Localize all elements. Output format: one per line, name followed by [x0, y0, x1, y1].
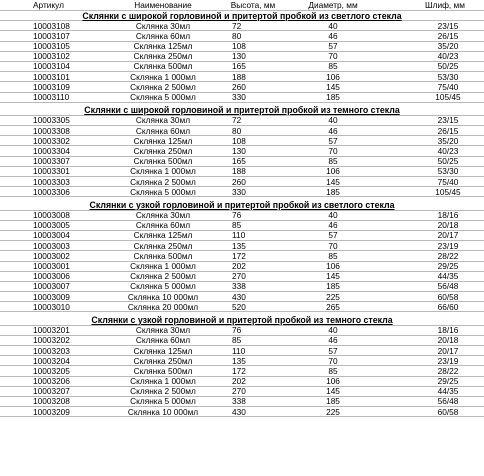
cell-diameter: 185 [326, 92, 340, 102]
table-row [0, 326, 484, 336]
cell-diameter: 40 [328, 325, 338, 336]
table-row [0, 302, 484, 312]
cell-height: 172 [232, 365, 246, 376]
cell-name: Склянка 250мл [133, 51, 193, 62]
table-row [0, 62, 484, 72]
cell-name: Склянка 2 500мл [130, 271, 196, 282]
cell-article: 10003101 [33, 71, 70, 82]
cell-grind: 60/58 [437, 291, 459, 302]
cell-article: 10003108 [33, 20, 70, 31]
cell-diameter: 70 [328, 240, 338, 251]
cell-name: Склянка 5 000мл [130, 92, 196, 102]
cell-height: 72 [232, 115, 242, 126]
cell-height: 330 [232, 92, 246, 102]
cell-diameter: 70 [328, 51, 338, 62]
cell-height: 202 [232, 376, 246, 387]
cell-name: Склянка 1 000мл [130, 376, 196, 387]
table-row [0, 211, 484, 221]
cell-article: 10003305 [33, 115, 70, 126]
cell-height: 72 [232, 20, 242, 31]
cell-diameter: 85 [328, 250, 338, 261]
cell-article: 10003110 [33, 92, 70, 102]
cell-diameter: 225 [326, 406, 340, 417]
cell-article: 10003303 [33, 176, 70, 187]
cell-diameter: 225 [326, 291, 340, 302]
cell-diameter: 145 [326, 81, 340, 92]
table-row [0, 407, 484, 417]
cell-article: 10003006 [33, 271, 70, 282]
cell-article: 10003208 [33, 396, 70, 407]
cell-grind: 44/35 [437, 386, 459, 397]
cell-name: Склянка 60мл [135, 220, 191, 231]
table-row [0, 251, 484, 261]
table-row [0, 136, 484, 146]
cell-diameter: 185 [326, 186, 340, 197]
cell-diameter: 70 [328, 145, 338, 156]
cell-grind: 23/15 [437, 20, 459, 31]
cell-article: 10003002 [33, 250, 70, 261]
header-diameter: Диаметр, мм [308, 0, 358, 10]
cell-grind: 23/19 [437, 240, 459, 251]
table-row [0, 21, 484, 31]
cell-height: 338 [232, 281, 246, 292]
table-row [0, 82, 484, 92]
cell-article: 10003107 [33, 30, 70, 41]
cell-name: Склянка 125мл [133, 345, 193, 356]
cell-height: 430 [232, 406, 246, 417]
section-title: Склянки с узкой горловиной и притертой пробкой из темного стекла [0, 315, 484, 325]
cell-article: 10003209 [33, 406, 70, 417]
cell-name: Склянка 5 000мл [130, 186, 196, 197]
cell-height: 165 [232, 61, 246, 72]
cell-article: 10003008 [33, 210, 70, 221]
cell-height: 270 [232, 271, 246, 282]
cell-name: Склянка 2 500мл [130, 386, 196, 397]
cell-name: Склянка 30мл [135, 115, 191, 126]
cell-name: Склянка 125мл [133, 230, 193, 241]
cell-height: 110 [232, 345, 246, 356]
table-row [0, 397, 484, 407]
cell-grind: 75/40 [437, 176, 459, 187]
cell-diameter: 265 [326, 301, 340, 312]
cell-article: 10003010 [33, 301, 70, 312]
cell-height: 108 [232, 135, 246, 146]
cell-height: 520 [232, 301, 246, 312]
cell-name: Склянка 10 000мл [127, 406, 199, 417]
cell-diameter: 70 [328, 355, 338, 366]
table-header [0, 0, 484, 11]
cell-article: 10003302 [33, 135, 70, 146]
cell-grind: 20/18 [437, 335, 459, 346]
cell-grind: 23/15 [437, 115, 459, 126]
table-row [0, 72, 484, 82]
cell-article: 10003004 [33, 230, 70, 241]
table-row [0, 93, 484, 103]
cell-article: 10003207 [33, 386, 70, 397]
cell-name: Склянка 5 000мл [130, 281, 196, 292]
table-row [0, 387, 484, 397]
cell-height: 188 [232, 71, 246, 82]
cell-diameter: 40 [328, 20, 338, 31]
header-height: Высота, мм [230, 0, 276, 10]
cell-article: 10003105 [33, 41, 70, 52]
cell-article: 10003001 [33, 261, 70, 271]
cell-diameter: 46 [328, 335, 338, 346]
cell-name: Склянка 500мл [133, 250, 193, 261]
header-article: Артикул [33, 0, 64, 10]
cell-diameter: 57 [328, 230, 338, 241]
cell-grind: 29/25 [437, 376, 459, 387]
table-row [0, 262, 484, 272]
cell-grind: 44/35 [437, 271, 459, 282]
cell-name: Склянка 30мл [135, 20, 191, 31]
cell-grind: 40/23 [437, 145, 459, 156]
cell-grind: 56/48 [437, 396, 459, 407]
cell-name: Склянка 10 000мл [127, 291, 199, 302]
cell-height: 172 [232, 250, 246, 261]
cell-diameter: 145 [326, 386, 340, 397]
table-row [0, 52, 484, 62]
cell-height: 80 [232, 30, 242, 41]
cell-diameter: 106 [326, 71, 340, 82]
cell-height: 270 [232, 386, 246, 397]
cell-diameter: 57 [328, 345, 338, 356]
cell-name: Склянка 60мл [135, 125, 191, 136]
header-grind: Шлиф, мм [425, 0, 465, 10]
cell-height: 85 [232, 220, 242, 231]
cell-name: Склянка 500мл [133, 365, 193, 376]
cell-grind: 23/19 [437, 355, 459, 366]
cell-grind: 56/48 [437, 281, 459, 292]
table-row [0, 336, 484, 346]
cell-name: Склянка 30мл [135, 210, 191, 221]
cell-diameter: 145 [326, 176, 340, 187]
cell-height: 430 [232, 291, 246, 302]
cell-height: 338 [232, 396, 246, 407]
table-row [0, 241, 484, 251]
cell-height: 135 [232, 355, 246, 366]
table-row [0, 116, 484, 126]
cell-diameter: 185 [326, 281, 340, 292]
cell-grind: 50/25 [437, 156, 459, 167]
cell-name: Склянка 1 000мл [130, 71, 196, 82]
cell-diameter: 106 [326, 376, 340, 387]
cell-name: Склянка 5 000мл [130, 396, 196, 407]
cell-article: 10003203 [33, 345, 70, 356]
cell-article: 10003104 [33, 61, 70, 72]
cell-height: 80 [232, 125, 242, 136]
cell-height: 260 [232, 176, 246, 187]
cell-grind: 105/45 [435, 186, 461, 197]
table-row [0, 126, 484, 136]
cell-height: 202 [232, 261, 246, 271]
cell-article: 10003307 [33, 156, 70, 167]
cell-diameter: 57 [328, 41, 338, 52]
table-row [0, 42, 484, 52]
cell-article: 10003205 [33, 365, 70, 376]
cell-article: 10003003 [33, 240, 70, 251]
cell-grind: 35/20 [437, 135, 459, 146]
cell-grind: 26/15 [437, 125, 459, 136]
cell-height: 108 [232, 41, 246, 52]
cell-article: 10003007 [33, 281, 70, 292]
cell-grind: 29/25 [437, 261, 459, 271]
cell-article: 10003301 [33, 166, 70, 177]
table-row [0, 146, 484, 156]
table-row [0, 177, 484, 187]
cell-height: 85 [232, 335, 242, 346]
cell-article: 10003005 [33, 220, 70, 231]
cell-article: 10003308 [33, 125, 70, 136]
cell-grind: 35/20 [437, 41, 459, 52]
cell-diameter: 40 [328, 115, 338, 126]
cell-height: 188 [232, 166, 246, 177]
section-title: Склянки с широкой горловиной и притертой пробкой из светлого стекла [0, 11, 484, 21]
table-row [0, 366, 484, 376]
cell-name: Склянка 500мл [133, 156, 193, 167]
table-row [0, 356, 484, 366]
table-row [0, 282, 484, 292]
cell-diameter: 145 [326, 271, 340, 282]
cell-article: 10003204 [33, 355, 70, 366]
cell-article: 10003109 [33, 81, 70, 92]
cell-diameter: 106 [326, 166, 340, 177]
cell-height: 130 [232, 51, 246, 62]
section-title: Склянки с узкой горловиной и притертой пробкой из светлого стекла [0, 200, 484, 210]
cell-name: Склянка 2 500мл [130, 81, 196, 92]
cell-name: Склянка 250мл [133, 355, 193, 366]
cell-diameter: 85 [328, 61, 338, 72]
section-title: Склянки с широкой горловиной и притертой пробкой из темного стекла [0, 106, 484, 116]
cell-grind: 66/60 [437, 301, 459, 312]
cell-height: 76 [232, 325, 242, 336]
table-row [0, 292, 484, 302]
cell-height: 260 [232, 81, 246, 92]
cell-name: Склянка 125мл [133, 41, 193, 52]
cell-article: 10003201 [33, 325, 70, 336]
table-row [0, 272, 484, 282]
cell-grind: 53/30 [437, 166, 459, 177]
cell-name: Склянка 1 000мл [130, 261, 196, 271]
cell-grind: 53/30 [437, 71, 459, 82]
cell-grind: 18/16 [437, 210, 459, 221]
cell-name: Склянка 125мл [133, 135, 193, 146]
cell-article: 10003202 [33, 335, 70, 346]
cell-article: 10003009 [33, 291, 70, 302]
table-row [0, 377, 484, 387]
cell-height: 110 [232, 230, 246, 241]
table-row [0, 221, 484, 231]
cell-diameter: 40 [328, 210, 338, 221]
cell-diameter: 85 [328, 156, 338, 167]
table-row [0, 346, 484, 356]
cell-grind: 20/18 [437, 220, 459, 231]
table-row [0, 157, 484, 167]
cell-name: Склянка 20 000мл [127, 301, 199, 312]
cell-diameter: 85 [328, 365, 338, 376]
cell-grind: 28/22 [437, 365, 459, 376]
cell-article: 10003102 [33, 51, 70, 62]
cell-diameter: 46 [328, 30, 338, 41]
table-row [0, 187, 484, 197]
cell-name: Склянка 1 000мл [130, 166, 196, 177]
table-row [0, 167, 484, 177]
cell-grind: 20/17 [437, 345, 459, 356]
cell-grind: 40/23 [437, 51, 459, 62]
cell-grind: 26/15 [437, 30, 459, 41]
header-name: Наименование [134, 0, 192, 10]
cell-grind: 20/17 [437, 230, 459, 241]
cell-name: Склянка 250мл [133, 240, 193, 251]
cell-article: 10003206 [33, 376, 70, 387]
cell-grind: 28/22 [437, 250, 459, 261]
cell-diameter: 185 [326, 396, 340, 407]
cell-grind: 18/16 [437, 325, 459, 336]
cell-diameter: 46 [328, 125, 338, 136]
cell-grind: 105/45 [435, 92, 461, 102]
cell-diameter: 106 [326, 261, 340, 271]
cell-article: 10003306 [33, 186, 70, 197]
cell-height: 330 [232, 186, 246, 197]
cell-height: 135 [232, 240, 246, 251]
table-body [0, 11, 484, 417]
cell-name: Склянка 60мл [135, 30, 191, 41]
cell-name: Склянка 500мл [133, 61, 193, 72]
cell-height: 165 [232, 156, 246, 167]
cell-grind: 75/40 [437, 81, 459, 92]
cell-grind: 60/58 [437, 406, 459, 417]
cell-height: 76 [232, 210, 242, 221]
cell-name: Склянка 250мл [133, 145, 193, 156]
cell-name: Склянка 2 500мл [130, 176, 196, 187]
table-row [0, 31, 484, 41]
cell-article: 10003304 [33, 145, 70, 156]
cell-name: Склянка 60мл [135, 335, 191, 346]
cell-height: 130 [232, 145, 246, 156]
cell-diameter: 46 [328, 220, 338, 231]
cell-grind: 50/25 [437, 61, 459, 72]
table-row [0, 231, 484, 241]
cell-name: Склянка 30мл [135, 325, 191, 336]
cell-diameter: 57 [328, 135, 338, 146]
